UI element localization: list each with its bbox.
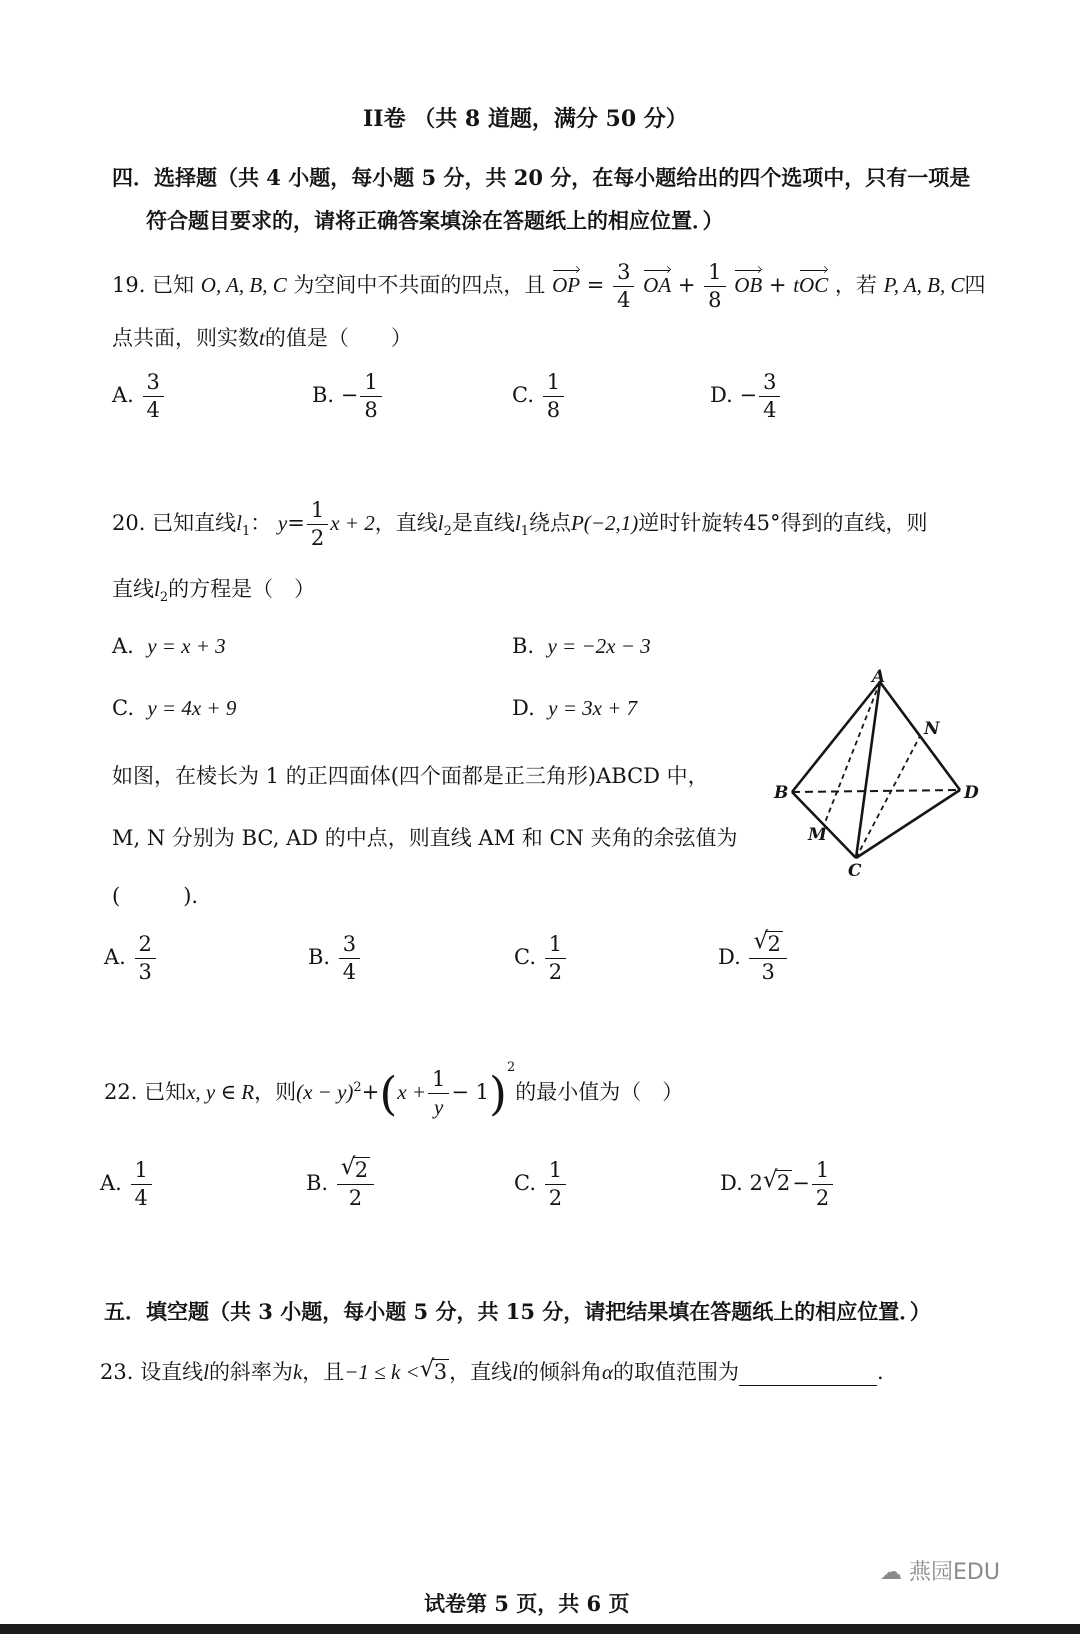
question-22: 22. 已知x, y ∈ R，则$(x - y)^2+(x$ + $\frac{1}{y}$ − 1)$^2$的最小值为（ ）: [104, 1060, 684, 1121]
q19-option-b[interactable]: B. − $\frac{1}{8}$: [312, 372, 384, 421]
q19-option-d[interactable]: D. − $\frac{3}{4}$: [710, 372, 782, 421]
edge-CD: [856, 790, 960, 858]
q22-option-c[interactable]: C. $\frac{1}{2}$: [514, 1160, 568, 1209]
vector-OB: OB: [734, 273, 763, 297]
q22-number: 22.: [104, 1080, 138, 1104]
q20-number: 20.: [112, 511, 146, 535]
section4-title: 四．选择题（共 4 小题，每小题 5 分，共 20 分，在每小题给出的四个选项中，只有一项是: [112, 165, 971, 190]
answer-blank[interactable]: [739, 1365, 877, 1386]
label-B: B: [774, 783, 789, 803]
question-23: 23. 设直线l的斜率为k，且−1 ≤ k < √ 3，直线l的倾斜角α的取值范围为 .: [100, 1356, 884, 1384]
q22-option-b[interactable]: B. √ 2 2: [306, 1160, 376, 1209]
section5-title: 五．填空题（共 3 小题，每小题 5 分，共 15 分，请把结果填在答题纸上的相应位置．）: [104, 1299, 931, 1324]
q21-option-d[interactable]: D. √ 2 3: [718, 934, 789, 983]
label-D: D: [964, 783, 979, 803]
question-21-line3: ( ).: [112, 884, 199, 908]
label-M: M: [808, 825, 827, 845]
wechat-icon: ☁: [880, 1560, 902, 1585]
section4-title-cont: 符合题目要求的，请将正确答案填涂在答题纸上的相应位置．）: [146, 208, 724, 233]
q21-option-a[interactable]: A. $\frac{2}{3}$: [104, 934, 158, 983]
q20-option-a[interactable]: A. y = x + 3: [112, 634, 226, 658]
question-21-line2: M, N 分别为 BC, AD 的中点，则直线 AM 和 CN 夹角的余弦值为: [112, 826, 738, 850]
watermark-logo: ☁ 燕园EDU: [880, 1560, 1000, 1585]
q21-option-b[interactable]: B. $\frac{3}{4}$: [308, 934, 362, 983]
paper-section-header: II卷 （共 8 道题，满分 50 分）: [363, 106, 688, 132]
question-19-line2: 点共面，则实数t的值是（ ）: [112, 326, 412, 350]
fraction: $\frac{3}{4}$: [613, 262, 634, 311]
segment-AM: [824, 682, 880, 825]
q19-option-a[interactable]: A. $\frac{3}{4}$: [112, 372, 166, 421]
q21-option-c[interactable]: C. $\frac{1}{2}$: [514, 934, 568, 983]
page-footer: 试卷第 5 页，共 6 页: [424, 1591, 630, 1616]
q20-option-c[interactable]: C. y = 4x + 9: [112, 696, 237, 720]
edge-BD-hidden: [792, 790, 960, 792]
q23-number: 23.: [100, 1360, 134, 1384]
question-20-line1: 20. 已知直线$l_1$： y= $\frac{1}{2}$ x + 2，直线$l_2$是直线$l_1$绕点P(−2,1)逆时针旋转45°得到的直线，则: [112, 498, 928, 550]
q22-option-a[interactable]: A. $\frac{1}{4}$: [100, 1160, 154, 1209]
question-20-line2: 直线$l_2$的方程是（ ）: [112, 577, 316, 606]
vector-OP: OP: [552, 273, 581, 297]
q20-option-d[interactable]: D. y = 3x + 7: [512, 696, 638, 720]
fraction: $\frac{1}{8}$: [704, 262, 725, 311]
scan-edge: [0, 1624, 1080, 1634]
tetrahedron-figure: [770, 668, 990, 888]
question-21-line1: 如图，在棱长为 1 的正四面体(四个面都是正三角形)ABCD 中，: [112, 764, 709, 788]
q19-number: 19.: [112, 273, 146, 297]
label-A: A: [872, 668, 886, 687]
label-N: N: [924, 719, 940, 739]
question-19-line1: 19. 已知 O, A, B, C 为空间中不共面的四点，且 OP = $\frac{3}{4}$ OA + $\frac{1}{8}$ OB + tOC ，若 P, A, B, C四: [112, 260, 986, 312]
label-C: C: [848, 861, 862, 881]
q20-option-b[interactable]: B. y = −2x − 3: [512, 634, 651, 658]
q22-option-d[interactable]: D. 2 √ 2− $\frac{1}{2}$: [720, 1160, 835, 1209]
vector-OC: OC: [799, 273, 829, 297]
q19-option-c[interactable]: C. $\frac{1}{8}$: [512, 372, 566, 421]
vector-OA: OA: [643, 273, 672, 297]
